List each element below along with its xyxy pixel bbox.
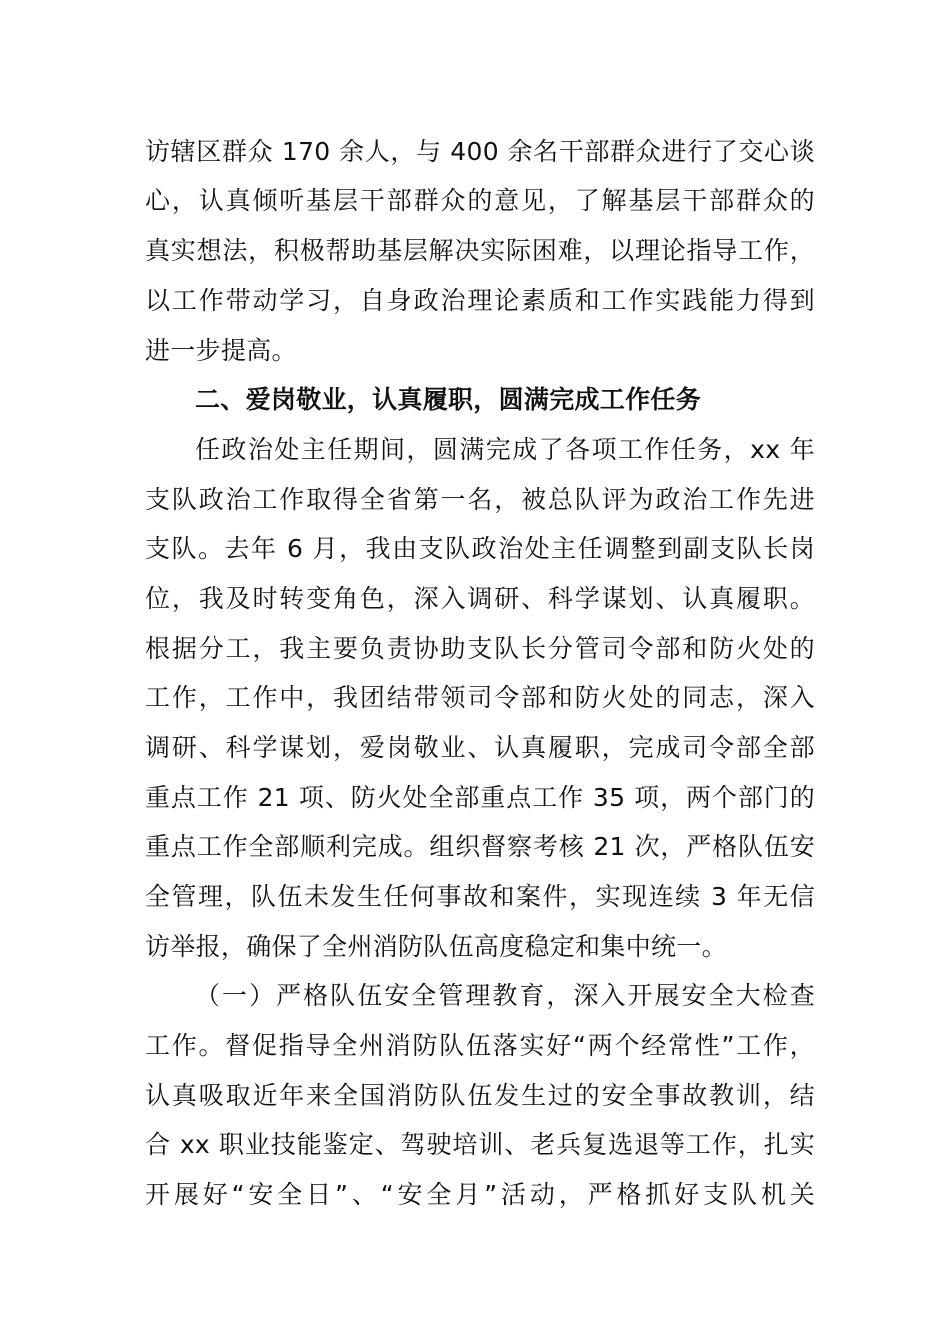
paragraph-line: 合 xx 职业技能鉴定、驾驶培训、老兵复选退等工作，扎实 [145,1130,815,1159]
paragraph-line: 以工作带动学习，自身政治理论素质和工作实践能力得到 [145,286,815,315]
paragraph-line: 重点工作 21 项、防火处全部重点工作 35 项，两个部门的 [145,783,815,812]
paragraph-line: 支队政治工作取得全省第一名，被总队评为政治工作先进 [145,485,815,514]
paragraph-line: 进一步提高。 [145,336,297,365]
paragraph-line: 全管理，队伍未发生任何事故和案件，实现连续 3 年无信 [145,882,815,911]
paragraph-line: 开展好“安全日”、“安全月”活动，严格抓好支队机关 [145,1180,815,1209]
paragraph-line: 真实想法，积极帮助基层解决实际困难，以理论指导工作， [145,236,815,265]
paragraph-line: 位，我及时转变角色，深入调研、科学谋划、认真履职。 [145,584,815,613]
paragraph-line: 调研、科学谋划，爱岗敬业、认真履职，完成司令部全部 [145,733,815,762]
paragraph-line: 重点工作全部顺利完成。组织督察考核 21 次，严格队伍安 [145,832,815,861]
paragraph-line: 任政治处主任期间，圆满完成了各项工作任务，xx 年 [195,435,815,464]
paragraph-line: 根据分工，我主要负责协助支队长分管司令部和防火处的 [145,634,815,663]
paragraph-line: 访辖区群众 170 余人，与 400 余名干部群众进行了交心谈 [145,137,815,166]
paragraph-line: 认真吸取近年来全国消防队伍发生过的安全事故教训，结 [145,1081,815,1110]
paragraph-line: 支队。去年 6 月，我由支队政治处主任调整到副支队长岗 [145,534,815,563]
paragraph-line: 访举报，确保了全州消防队伍高度稳定和集中统一。 [145,932,727,961]
paragraph-line: 工作。督促指导全州消防队伍落实好“两个经常性”工作， [145,1031,815,1060]
subsection-line: （一）严格队伍安全管理教育，深入开展安全大检查 [195,981,815,1010]
section-heading: 二、爱岗敬业，认真履职，圆满完成工作任务 [195,385,702,414]
paragraph-line: 心，认真倾听基层干部群众的意见，了解基层干部群众的 [145,186,815,215]
paragraph-line: 工作，工作中，我团结带领司令部和防火处的同志，深入 [145,683,815,712]
